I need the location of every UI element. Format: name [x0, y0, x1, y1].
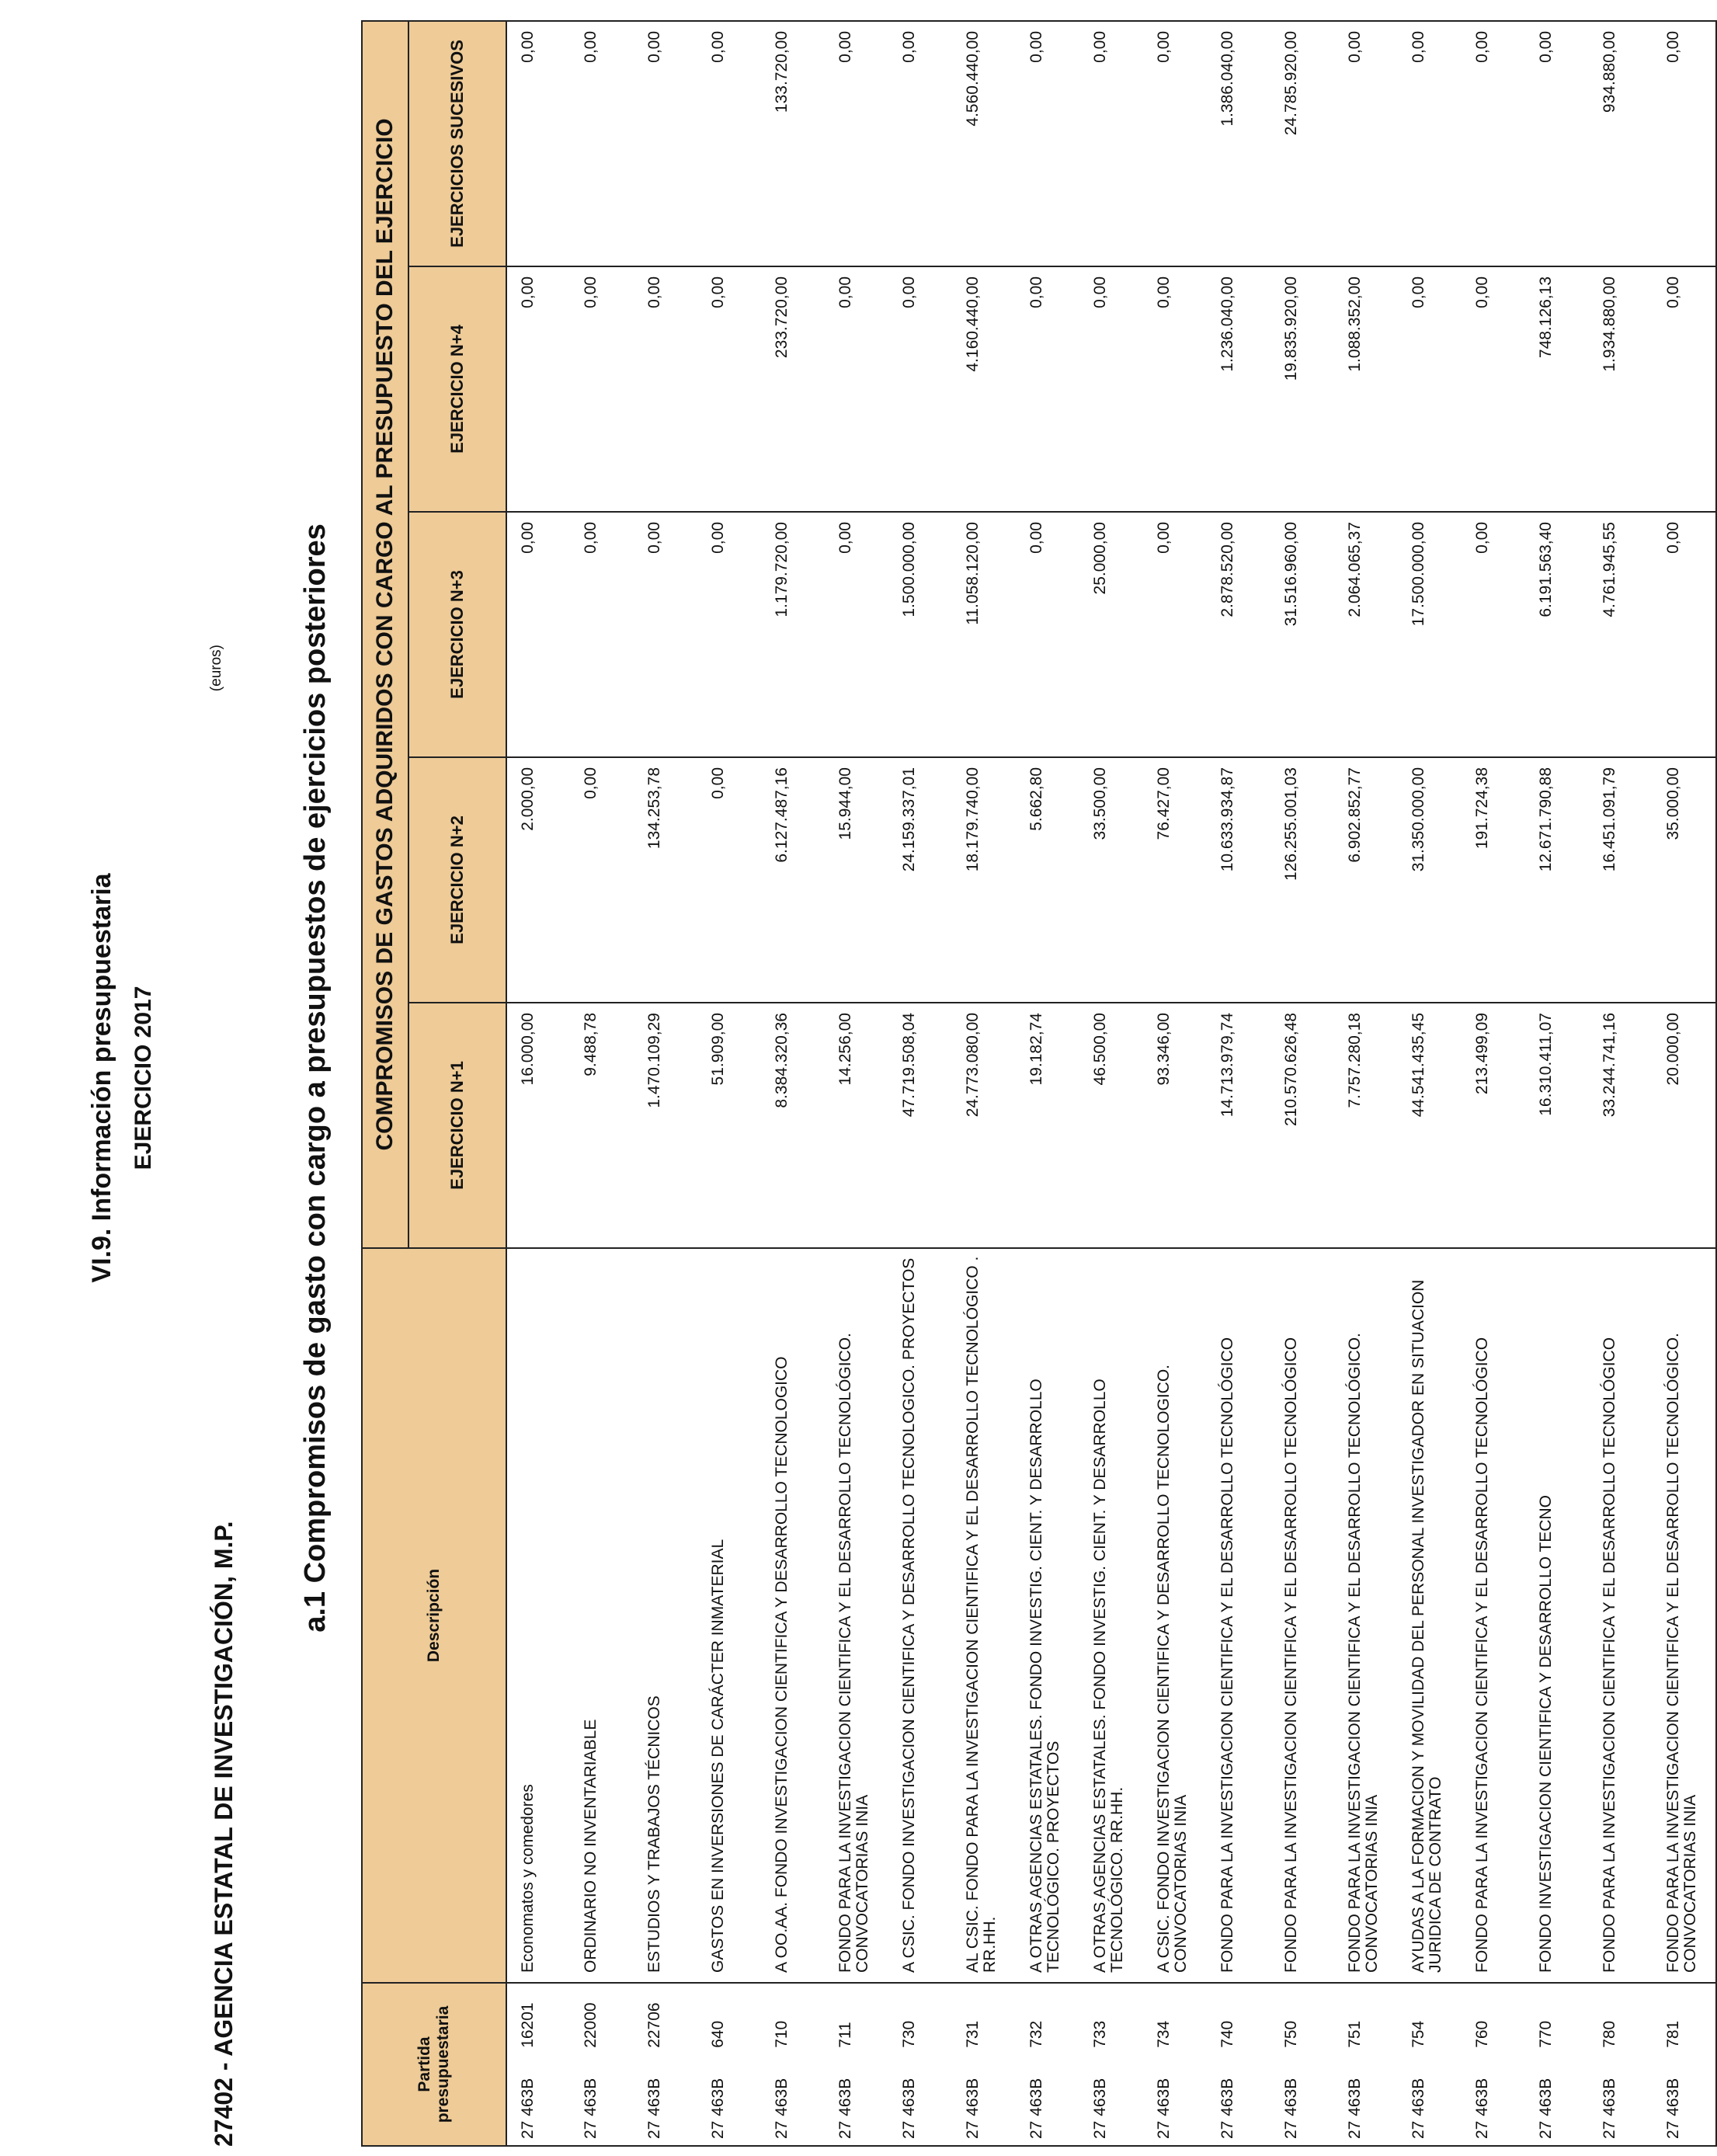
- partida-program: 463B: [1218, 2078, 1236, 2116]
- partida-program: 463B: [1155, 2078, 1173, 2116]
- ejercicio-n2-cell: 5.662,80: [1016, 757, 1079, 1003]
- partida-org: 27: [836, 2120, 854, 2139]
- ejercicio-n1-cell: 210.570.626,48: [1270, 1003, 1334, 1248]
- ejercicio-n4-cell: 0,00: [1398, 266, 1462, 512]
- ejercicio-n1-cell: 14.256,00: [825, 1003, 888, 1248]
- ejercicio-n3-cell: 0,00: [1143, 512, 1207, 757]
- partida-cell: [1334, 1983, 1398, 2146]
- description-cell: Economatos y comedores: [506, 1248, 570, 1983]
- partida-program: 463B: [900, 2078, 918, 2116]
- ejercicio-n3-cell: 0,00: [1462, 512, 1525, 757]
- ejercicio-n1-cell: 16.310.411,07: [1525, 1003, 1589, 1248]
- ejercicios-sucesivos-cell: 0,00: [1143, 21, 1207, 266]
- ejercicio-n4-cell: 4.160.440,00: [952, 266, 1016, 512]
- ejercicio-n4-cell: 0,00: [1653, 266, 1716, 512]
- description-cell: A OO.AA. FONDO INVESTIGACION CIENTIFICA Y DESARROLLO TECNOLOGICO: [761, 1248, 825, 1983]
- partida-code: 740: [1218, 2020, 1236, 2048]
- ejercicio-n2-cell: 0,00: [697, 757, 761, 1003]
- ejercicio-n4-cell: 1.088.352,00: [1334, 266, 1398, 512]
- partida-code: 710: [773, 2020, 791, 2048]
- ejercicio-n4-cell: 0,00: [570, 266, 634, 512]
- description-cell: FONDO PARA LA INVESTIGACION CIENTIFICA Y EL DESARROLLO TECNOLÓGICO: [1207, 1248, 1270, 1983]
- partida-program: 463B: [582, 2078, 600, 2116]
- ejercicio-n1-cell: 8.384.320,36: [761, 1003, 825, 1248]
- units-note: (euros): [208, 645, 224, 692]
- description-cell: AL CSIC. FONDO PARA LA INVESTIGACION CIENTIFICA Y EL DESARROLLO TECNOLÓGICO . RR.HH.: [952, 1248, 1016, 1983]
- ejercicio-n4-cell: 0,00: [888, 266, 952, 512]
- partida-cell: [1525, 1983, 1589, 2146]
- ejercicio-n1-cell: 33.244.741,16: [1589, 1003, 1653, 1248]
- partida-org: 27: [1346, 2120, 1364, 2139]
- partida-cell: [1589, 1983, 1653, 2146]
- ejercicio-n3-cell: 0,00: [825, 512, 888, 757]
- ejercicio-n3-cell: 0,00: [1016, 512, 1079, 757]
- ejercicio-n1-cell: 93.346,00: [1143, 1003, 1207, 1248]
- ejercicio-n2-cell: 31.350.000,00: [1398, 757, 1462, 1003]
- ejercicio-n1-cell: 1.470.109,29: [634, 1003, 697, 1248]
- partida-cell: [761, 1983, 825, 2146]
- partida-org: 27: [645, 2120, 663, 2139]
- partida-org: 27: [1027, 2120, 1045, 2139]
- ejercicio-n4-cell: 0,00: [1079, 266, 1143, 512]
- partida-code: 640: [709, 2020, 727, 2048]
- ejercicio-n4-cell: 233.720,00: [761, 266, 825, 512]
- partida-org: 27: [1155, 2120, 1173, 2139]
- description-cell: FONDO PARA LA INVESTIGACION CIENTIFICA Y EL DESARROLLO TECNOLÓGICO. CONVOCATORIAS INIA: [825, 1248, 888, 1983]
- ejercicio-n1-cell: 7.757.280,18: [1334, 1003, 1398, 1248]
- ejercicio-n2-cell: 15.944,00: [825, 757, 888, 1003]
- table-row: [570, 21, 634, 2146]
- partida-org: 27: [1091, 2120, 1109, 2139]
- table-row: [506, 21, 570, 2146]
- partida-org: 27: [1218, 2120, 1236, 2139]
- table-row: [1398, 21, 1462, 2146]
- ejercicios-sucesivos-cell: 0,00: [697, 21, 761, 266]
- ejercicio-n2-cell: 126.255.001,03: [1270, 757, 1334, 1003]
- description-cell: A OTRAS AGENCIAS ESTATALES. FONDO INVESTIG. CIENT. Y DESARROLLO TECNOLÓGICO. PROYECTOS: [1016, 1248, 1079, 1983]
- ejercicios-sucesivos-cell: 133.720,00: [761, 21, 825, 266]
- partida-org: 27: [519, 2120, 537, 2139]
- ejercicios-sucesivos-cell: 0,00: [634, 21, 697, 266]
- table-row: [1589, 21, 1653, 2146]
- description-cell: ESTUDIOS Y TRABAJOS TÉCNICOS: [634, 1248, 697, 1983]
- table-row: [888, 21, 952, 2146]
- partida-org: 27: [1601, 2120, 1618, 2139]
- ejercicio-n3-cell: 31.516.960,00: [1270, 512, 1334, 757]
- description-cell: A CSIC. FONDO INVESTIGACION CIENTIFICA Y DESARROLLO TECNOLOGICO. CONVOCATORIAS INIA: [1143, 1248, 1207, 1983]
- ejercicios-sucesivos-cell: 0,00: [1653, 21, 1716, 266]
- partida-code: 760: [1473, 2020, 1491, 2048]
- ejercicio-n1-cell: 213.499,09: [1462, 1003, 1525, 1248]
- partida-code: 750: [1282, 2020, 1300, 2048]
- description-cell: A CSIC. FONDO INVESTIGACION CIENTIFICA Y DESARROLLO TECNOLOGICO. PROYECTOS: [888, 1248, 952, 1983]
- ejercicio-n3-cell: 25.000,00: [1079, 512, 1143, 757]
- ejercicio-n2-cell: 134.253,78: [634, 757, 697, 1003]
- ejercicio-n2-cell: 6.127.487,16: [761, 757, 825, 1003]
- ejercicio-n3-cell: 1.500.000,00: [888, 512, 952, 757]
- partida-program: 463B: [1346, 2078, 1364, 2116]
- partida-cell: [888, 1983, 952, 2146]
- partida-cell: [1207, 1983, 1270, 2146]
- partida-code: 22706: [645, 2002, 663, 2048]
- partida-code: 732: [1027, 2020, 1045, 2048]
- ejercicio-n4-cell: 0,00: [697, 266, 761, 512]
- ejercicio-n2-cell: 10.633.934,87: [1207, 757, 1270, 1003]
- ejercicio-n1-cell: 44.541.435,45: [1398, 1003, 1462, 1248]
- ejercicios-sucesivos-cell: 0,00: [1462, 21, 1525, 266]
- table-row: [1079, 21, 1143, 2146]
- ejercicio-n2-cell: 12.671.790,88: [1525, 757, 1589, 1003]
- header-ejercicio-n1: EJERCICIO N+1: [408, 1003, 506, 1248]
- partida-program: 463B: [519, 2078, 537, 2116]
- partida-program: 463B: [1091, 2078, 1109, 2116]
- commitments-table: [361, 20, 1717, 2147]
- ejercicios-sucesivos-cell: 4.560.440,00: [952, 21, 1016, 266]
- partida-cell: [825, 1983, 888, 2146]
- ejercicio-n1-cell: 20.000,00: [1653, 1003, 1716, 1248]
- ejercicios-sucesivos-cell: 1.386.040,00: [1207, 21, 1270, 266]
- description-cell: FONDO PARA LA INVESTIGACION CIENTIFICA Y EL DESARROLLO TECNOLÓGICO: [1462, 1248, 1525, 1983]
- partida-program: 463B: [1027, 2078, 1045, 2116]
- ejercicio-n4-cell: 748.126,13: [1525, 266, 1589, 512]
- header-partida: Partida presupuestaria: [362, 1983, 506, 2146]
- partida-code: 770: [1537, 2020, 1555, 2048]
- ejercicios-sucesivos-cell: 0,00: [570, 21, 634, 266]
- ejercicio-n3-cell: 2.064.065,37: [1334, 512, 1398, 757]
- partida-program: 463B: [1409, 2078, 1427, 2116]
- ejercicio-n3-cell: 0,00: [634, 512, 697, 757]
- ejercicios-sucesivos-cell: 0,00: [888, 21, 952, 266]
- partida-org: 27: [1473, 2120, 1491, 2139]
- ejercicio-n2-cell: 2.000,00: [506, 757, 570, 1003]
- partida-org: 27: [1282, 2120, 1300, 2139]
- table-row: [634, 21, 697, 2146]
- ejercicios-sucesivos-cell: 0,00: [1398, 21, 1462, 266]
- partida-program: 463B: [964, 2078, 982, 2116]
- ejercicios-sucesivos-cell: 24.785.920,00: [1270, 21, 1334, 266]
- ejercicio-n2-cell: 76.427,00: [1143, 757, 1207, 1003]
- ejercicio-n3-cell: 2.878.520,00: [1207, 512, 1270, 757]
- partida-cell: [1016, 1983, 1079, 2146]
- description-cell: FONDO INVESTIGACION CIENTIFICA Y DESARROLLO TECNO: [1525, 1248, 1589, 1983]
- ejercicio-n3-cell: 0,00: [506, 512, 570, 757]
- ejercicio-n4-cell: 1.934.880,00: [1589, 266, 1653, 512]
- ejercicios-sucesivos-cell: 0,00: [825, 21, 888, 266]
- ejercicio-n4-cell: 0,00: [634, 266, 697, 512]
- header-ejercicio-n2: EJERCICIO N+2: [408, 757, 506, 1003]
- partida-cell: [1398, 1983, 1462, 2146]
- table-row: [1270, 21, 1334, 2146]
- ejercicio-n3-cell: 17.500.000,00: [1398, 512, 1462, 757]
- ejercicio-n2-cell: 0,00: [570, 757, 634, 1003]
- partida-program: 463B: [1601, 2078, 1618, 2116]
- partida-cell: [1143, 1983, 1207, 2146]
- ejercicio-n3-cell: 4.761.945,55: [1589, 512, 1653, 757]
- ejercicio-n3-cell: 0,00: [570, 512, 634, 757]
- ejercicio-n4-cell: 0,00: [1143, 266, 1207, 512]
- ejercicio-n2-cell: 16.451.091,79: [1589, 757, 1653, 1003]
- ejercicio-n3-cell: 0,00: [1653, 512, 1716, 757]
- ejercicio-n3-cell: 0,00: [697, 512, 761, 757]
- header-compromisos-group: COMPROMISOS DE GASTOS ADQUIRIDOS CON CARGO AL PRESUPUESTO DEL EJERCICIO: [362, 21, 408, 1248]
- ejercicio-n4-cell: 0,00: [825, 266, 888, 512]
- table-row: [1653, 21, 1716, 2146]
- ejercicio-n4-cell: 1.236.040,00: [1207, 266, 1270, 512]
- partida-code: 781: [1664, 2020, 1682, 2048]
- partida-code: 780: [1601, 2020, 1618, 2048]
- ejercicio-n1-cell: 47.719.508,04: [888, 1003, 952, 1248]
- ejercicio-n2-cell: 191.724,38: [1462, 757, 1525, 1003]
- description-cell: FONDO PARA LA INVESTIGACION CIENTIFICA Y EL DESARROLLO TECNOLÓGICO. CONVOCATORIAS INIA: [1334, 1248, 1398, 1983]
- partida-org: 27: [900, 2120, 918, 2139]
- partida-cell: [506, 1983, 570, 2146]
- description-cell: FONDO PARA LA INVESTIGACION CIENTIFICA Y EL DESARROLLO TECNOLÓGICO. CONVOCATORIAS INIA: [1653, 1248, 1716, 1983]
- header-ejercicio-n3: EJERCICIO N+3: [408, 512, 506, 757]
- partida-cell: [697, 1983, 761, 2146]
- table-row: [1016, 21, 1079, 2146]
- partida-org: 27: [582, 2120, 600, 2139]
- partida-org: 27: [709, 2120, 727, 2139]
- ejercicios-sucesivos-cell: 0,00: [1334, 21, 1398, 266]
- partida-program: 463B: [645, 2078, 663, 2116]
- ejercicio-n3-cell: 11.058.120,00: [952, 512, 1016, 757]
- header-descripcion: Descripción: [362, 1248, 506, 1983]
- description-cell: A OTRAS AGENCIAS ESTATALES. FONDO INVESTIG. CIENT. Y DESARROLLO TECNOLÓGICO. RR.HH.: [1079, 1248, 1143, 1983]
- ejercicio-n1-cell: 51.909,00: [697, 1003, 761, 1248]
- partida-program: 463B: [1282, 2078, 1300, 2116]
- partida-code: 734: [1155, 2020, 1173, 2048]
- partida-cell: [634, 1983, 697, 2146]
- header-ejercicio-n4: EJERCICIO N+4: [408, 266, 506, 512]
- partida-cell: [1270, 1983, 1334, 2146]
- partida-program: 463B: [773, 2078, 791, 2116]
- partida-org: 27: [773, 2120, 791, 2139]
- ejercicios-sucesivos-cell: 0,00: [1525, 21, 1589, 266]
- partida-code: 751: [1346, 2020, 1364, 2048]
- document-title: VI.9. Información presupuestaria: [87, 873, 116, 1283]
- partida-org: 27: [1664, 2120, 1682, 2139]
- ejercicios-sucesivos-cell: 0,00: [1016, 21, 1079, 266]
- partida-code: 733: [1091, 2020, 1109, 2048]
- exercise-year: EJERCICIO 2017: [130, 986, 156, 1170]
- ejercicio-n1-cell: 24.773.080,00: [952, 1003, 1016, 1248]
- partida-code: 22000: [582, 2002, 600, 2048]
- organization-name: 27402 - AGENCIA ESTATAL DE INVESTIGACIÓN, M.P.: [210, 1521, 238, 2147]
- partida-code: 731: [964, 2020, 982, 2048]
- ejercicio-n4-cell: 0,00: [506, 266, 570, 512]
- partida-program: 463B: [1537, 2078, 1555, 2116]
- ejercicios-sucesivos-cell: 934.880,00: [1589, 21, 1653, 266]
- partida-program: 463B: [1664, 2078, 1682, 2116]
- table-row: [825, 21, 888, 2146]
- table-row: [697, 21, 761, 2146]
- ejercicio-n4-cell: 0,00: [1462, 266, 1525, 512]
- table-row: [761, 21, 825, 2146]
- section-title: a.1 Compromisos de gasto con cargo a presupuestos de ejercicios posteriores: [299, 523, 332, 1633]
- ejercicio-n1-cell: 9.488,78: [570, 1003, 634, 1248]
- ejercicios-sucesivos-cell: 0,00: [1079, 21, 1143, 266]
- partida-cell: [952, 1983, 1016, 2146]
- partida-cell: [1079, 1983, 1143, 2146]
- partida-code: 754: [1409, 2020, 1427, 2048]
- table-row: [1207, 21, 1270, 2146]
- partida-program: 463B: [709, 2078, 727, 2116]
- table-row: [1143, 21, 1207, 2146]
- partida-cell: [1462, 1983, 1525, 2146]
- description-cell: ORDINARIO NO INVENTARIABLE: [570, 1248, 634, 1983]
- partida-code: 711: [836, 2022, 854, 2048]
- description-cell: FONDO PARA LA INVESTIGACION CIENTIFICA Y EL DESARROLLO TECNOLÓGICO: [1270, 1248, 1334, 1983]
- ejercicio-n2-cell: 33.500,00: [1079, 757, 1143, 1003]
- ejercicio-n1-cell: 46.500,00: [1079, 1003, 1143, 1248]
- ejercicio-n1-cell: 14.713.979,74: [1207, 1003, 1270, 1248]
- description-cell: GASTOS EN INVERSIONES DE CARÁCTER INMATERIAL: [697, 1248, 761, 1983]
- description-cell: AYUDAS A LA FORMACION Y MOVILIDAD DEL PERSONAL INVESTIGADOR EN SITUACION JURIDICA DE CONTRATO: [1398, 1248, 1462, 1983]
- description-cell: FONDO PARA LA INVESTIGACION CIENTIFICA Y EL DESARROLLO TECNOLÓGICO: [1589, 1248, 1653, 1983]
- ejercicio-n2-cell: 24.159.337,01: [888, 757, 952, 1003]
- partida-org: 27: [964, 2120, 982, 2139]
- ejercicio-n2-cell: 6.902.852,77: [1334, 757, 1398, 1003]
- table-row: [952, 21, 1016, 2146]
- partida-cell: [1653, 1983, 1716, 2146]
- partida-cell: [570, 1983, 634, 2146]
- table-body: [506, 21, 1716, 2146]
- ejercicio-n1-cell: 16.000,00: [506, 1003, 570, 1248]
- partida-org: 27: [1409, 2120, 1427, 2139]
- table-row: [1334, 21, 1398, 2146]
- partida-program: 463B: [836, 2078, 854, 2116]
- partida-org: 27: [1537, 2120, 1555, 2139]
- header-ejercicios-sucesivos: EJERCICIOS SUCESIVOS: [408, 21, 506, 266]
- partida-code: 16201: [519, 2002, 537, 2048]
- table-row: [1462, 21, 1525, 2146]
- ejercicio-n4-cell: 0,00: [1016, 266, 1079, 512]
- ejercicio-n2-cell: 35.000,00: [1653, 757, 1716, 1003]
- ejercicio-n3-cell: 6.191.563,40: [1525, 512, 1589, 757]
- ejercicio-n2-cell: 18.179.740,00: [952, 757, 1016, 1003]
- ejercicio-n1-cell: 19.182,74: [1016, 1003, 1079, 1248]
- ejercicios-sucesivos-cell: 0,00: [506, 21, 570, 266]
- partida-code: 730: [900, 2020, 918, 2048]
- partida-program: 463B: [1473, 2078, 1491, 2116]
- ejercicio-n3-cell: 1.179.720,00: [761, 512, 825, 757]
- ejercicio-n4-cell: 19.835.920,00: [1270, 266, 1334, 512]
- table-row: [1525, 21, 1589, 2146]
